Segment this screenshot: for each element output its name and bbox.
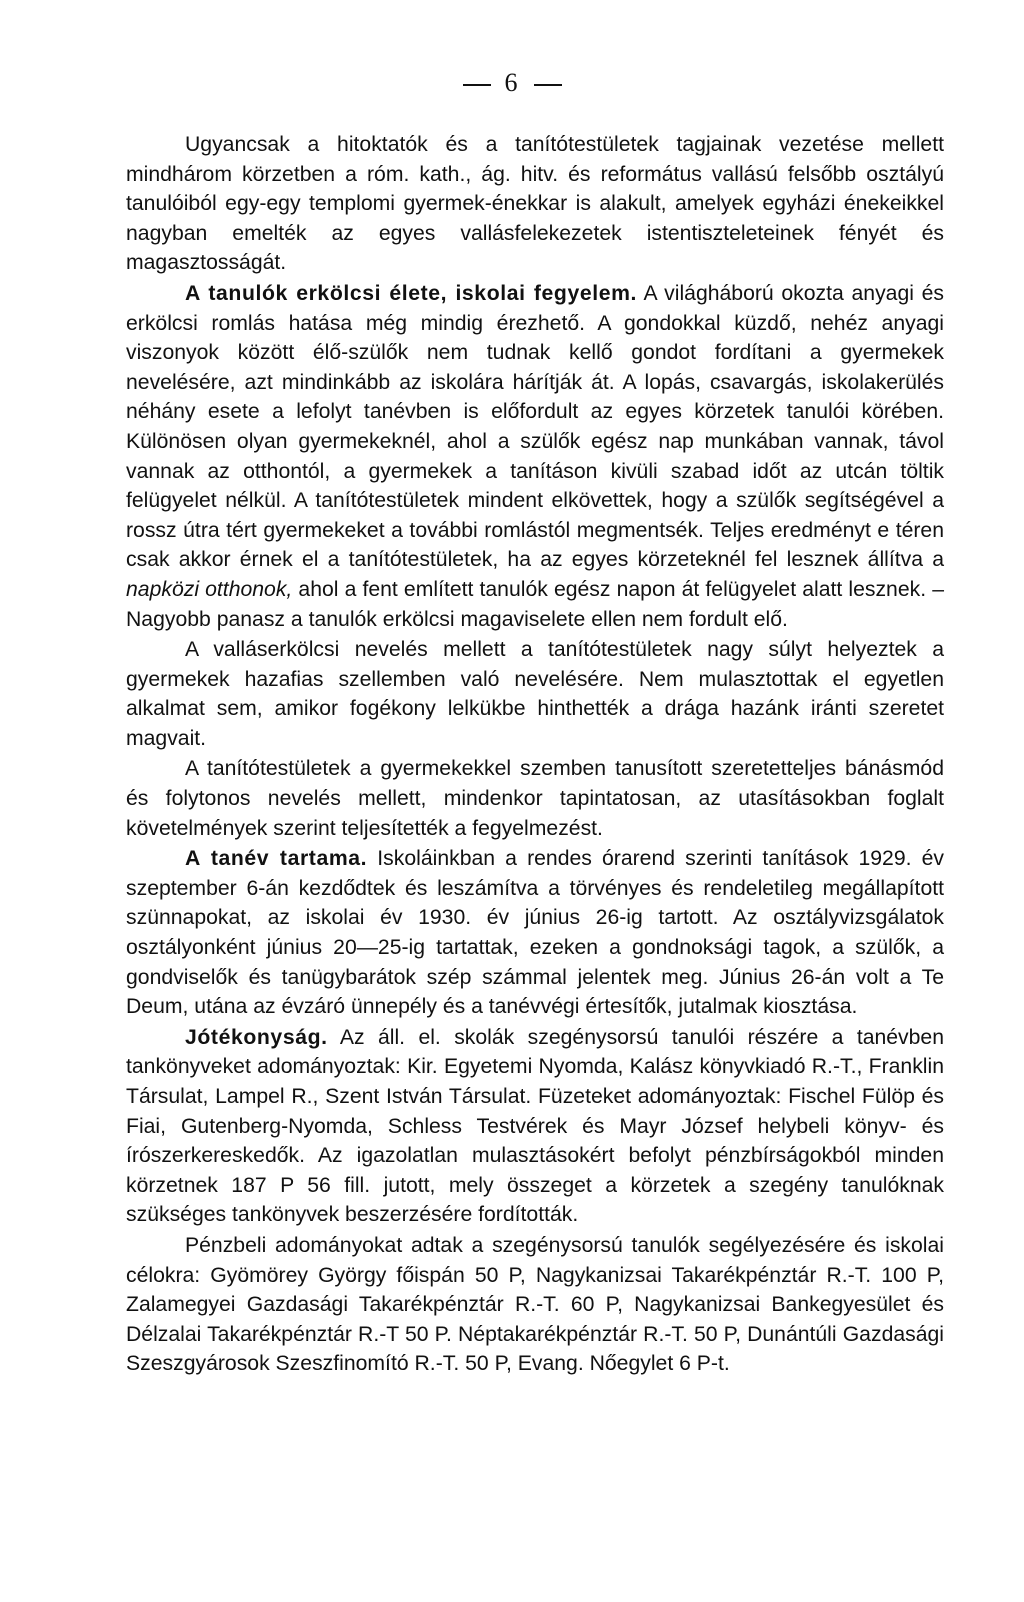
paragraph-text: Az áll. el. skolák szegénysorsú tanulói részére a tanévben tankönyveket adományoztak: Kir. Egyetemi Nyomda, Kalász könyvkiadó R.-T., Franklin Társulat, Lampel R., Szent István Társulat. Füzeteket adományoztak: Fischel Fülöp és Fiai, Gutenberg-Nyomda, Schless Testvérek és Mayr József helybeli könyv- és írószerkereskedők. Az igazolatlan mulasztásokért befolyt pénzbírságokból minden körzetnek 187 P 56 fill. jutott, mely összeget a körzetek a szegény tanulóknak szükséges tankönyvek beszerzésére fordították. xyxy=(126,1025,944,1227)
section-heading-moral-life: A tanulók erkölcsi élete, iskolai fegyelem. xyxy=(185,281,638,305)
section-heading-school-year: A tanév tartama. xyxy=(185,847,368,871)
paragraph-discipline xyxy=(126,754,944,843)
paragraph-patriotic-education xyxy=(126,635,944,753)
body-text xyxy=(126,130,944,1379)
page-number xyxy=(0,68,1024,98)
paragraph-text: A világháború okozta anyagi és erkölcsi romlás hatása még mindig érezhető. A gondokkal küzdő, nehéz anyagi viszonyok között élő-szülők nem tudnak kellő gondot fordítani a gyermekek nevelésére, azt mindinkább az iskolára hárítják át. A lopás, csavargás, iskolakerülés néhány esete a lefolyt tanévben is előfordult az egyes körzetek tanulói körében. Különösen olyan gyermekeknél, ahol a szülők egész nap munkában vannak, távol vannak az otthontól, a gyermekek a tanításon kivüli szabad időt az utcán töltik felügyelet nélkül. A tanítótestületek mindent elkövettek, hogy a szülők segítségével a rossz útra tért gyermekeket a további romlástól megmentsék. Teljes eredményt e téren csak akkor érnek el a tanítótestületek, ha az egyes körzeteknél fel lesznek állítva a xyxy=(126,281,944,572)
paragraph-text: A tanítótestületek a gyermekekkel szemben tanusított szeretetteljes bánásmód és folytonos nevelés mellett, mindenkor tapintatosan, az utasításokban foglalt követelmények szerint teljesítették a fegyelmezést. xyxy=(126,757,944,840)
paragraph-text: Iskoláinkban a rendes órarend szerinti tanítások 1929. év szeptember 6-án kezdődtek és leszámítva a törvényes és rendeletileg megállapított szünnapokat, az iskolai év 1930. év június 26-ig tartott. Az osztályvizsgálatok osztályonként június 20—25-ig tartattak, ezeken a gondnoksági tagok, a szülők, a gondviselők és tanügybarátok szép számmal jelentek meg. Június 26-án volt a Te Deum, utána az évzáró ünnepély és a tanévvégi értesítők, jutalmak kiosztása. xyxy=(126,847,944,1019)
page-number-dash-right xyxy=(534,84,562,86)
paragraph-choirs xyxy=(126,130,944,278)
italic-term: napközi otthonok, xyxy=(126,577,293,601)
paragraph-charity xyxy=(126,1023,944,1230)
paragraph-school-year xyxy=(126,844,944,1022)
paragraph-donations xyxy=(126,1231,944,1379)
page-number-dash-left xyxy=(463,84,491,86)
page-number-value: 6 xyxy=(504,68,520,97)
section-heading-charity: Jótékonyság. xyxy=(185,1025,328,1049)
paragraph-text: A valláserkölcsi nevelés mellett a tanítótestületek nagy súlyt helyeztek a gyermekek hazafias szellemben való nevelésére. Nem mulasztottak el egyetlen alkalmat sem, amikor fogékony lelkükbe hinthették a drága hazánk iránti szeretet magvait. xyxy=(126,638,944,750)
paragraph-text: ahol a fent említett tanulók egész napon át felügyelet alatt lesznek. – Nagyobb panasz a tanulók erkölcsi magaviselete ellen nem fordult elő. xyxy=(126,577,944,631)
paragraph-text: Pénzbeli adományokat adtak a szegénysorsú tanulók segélyezésére és iskolai célokra: Gyömörey György főispán 50 P, Nagykanizsai Takarékpénztár R.-T. 100 P, Zalamegyei Gazdasági Takarékpénztár R.-T. 60 P, Nagykanizsai Bankegyesület és Délzalai Takarékpénztár R.-T 50 P. Néptakarékpénztár R.-T. 50 P, Dunántúli Gazdasági Szeszgyárosok Szeszfinomító R.-T. 50 P, Evang. Nőegylet 6 P-t. xyxy=(126,1233,944,1376)
paragraph-text: Ugyancsak a hitoktatók és a tanítótestületek tagjainak vezetése mellett mindhárom körzetben a róm. kath., ág. hitv. és református vallású felsőbb osztályú tanulóiból egy-egy templomi gyermek-énekkar is alakult, amelyek egyházi énekeikkel nagyban emelték az egyes vallásfelekezetek istentiszteleteinek fényét és magasztosságát. xyxy=(126,133,944,275)
paragraph-moral-life xyxy=(126,279,944,634)
